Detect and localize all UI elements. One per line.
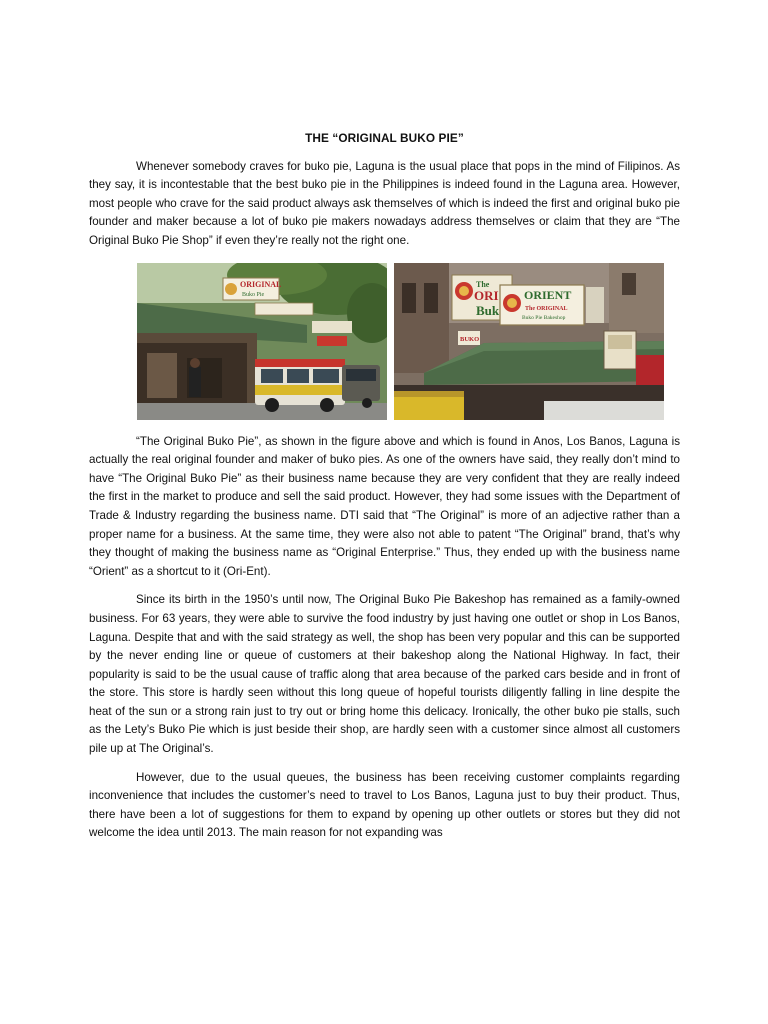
right-sign-line1: The ORIGINAL (525, 305, 568, 312)
right-sign-line2: Buko Pie Bakeshop (522, 314, 566, 321)
right-sign-left-top: The (476, 279, 490, 289)
paragraph-history: “The Original Buko Pie”, as shown in the figure above and which is found in Anos, Los Banos, Laguna is actually the real original founder and maker of buko pies. As one of the owners have said, they really don’t mind to have “The Original Buko Pie” as their business name because they are very confident that they are really indeed the first in the market to produce and sell the said product. However, they had some issues with the Department of Trade & Industry regarding the business name. DTI said that “The Original” is more of an adjective rather than a proper name for a business. At the same time, they were also not able to patent “The Original” brand, that’s why they thought of making the business name as “Original Enterprise.” Thus, they ended up with the business name “Orient” as a shortcut to it (Ori-Ent). (89, 434, 680, 578)
left-sign-main: ORIGINAL (240, 279, 282, 289)
paragraph-family-business: Since its birth in the 1950’s until now, The Original Buko Pie Bakeshop has remained as a family-owned business. For 63 years, they were able to survive the food industry by just having one outlet or shop in Los Banos, Laguna. Despite that and with the said strategy as well, the shop has been very popular and this can be supported by the never ending line or queue of customers at their bakeshop along the National Highway. In fact, their popularity is said to be the usual cause of traffic along that area because of the parked cars beside and in front of the store. This store is hardly seen without this long queue of hopeful tourists diligently falling in line despite the heat of the sun or a strong rain just to try out or bring home this delicacy. Ironically, the other buko pie stalls, such as the Lety’s Buko Pie which is just beside their shop, are hardly seen with a customer since almost all customers pile up at The Original’s. (89, 593, 680, 756)
paragraph-complaints: However, due to the usual queues, the business has been receiving customer complaints regarding inconvenience that includes the customer’s need to travel to Los Banos, Laguna just to buy their product. Thus, there have been a lot of suggestions for them to expand by opening up other outlets or stores but they did not welcome the idea until 2013. The main reason for not expanding was (89, 770, 680, 840)
right-sign-small: BUKO (460, 335, 480, 343)
storefront-photo-right (394, 263, 664, 420)
photo-row (89, 263, 680, 420)
right-sign-left-bot: Buk (476, 302, 500, 318)
left-sign-sub: Buko Pie (242, 291, 265, 298)
right-sign-main: ORIENT (524, 287, 572, 302)
document-page (89, 129, 680, 853)
paragraph-intro: Whenever somebody craves for buko pie, Laguna is the usual place that pops in the mind of Filipinos. As they say, it is incontestable that the best buko pie in the Philippines is indeed found in the Laguna area. However, most people who crave for the said product always ask themselves of which is indeed the first and original buko pie founder and maker because a lot of buko pie makers nowadays address themselves or claim that they are “The Original Buko Pie Shop” if even they’re really not the right one. (89, 159, 680, 247)
street-photo-left (137, 263, 387, 420)
right-sign-left-mid: ORI (474, 287, 499, 303)
document-title: THE “ORIGINAL BUKO PIE” (305, 131, 464, 145)
